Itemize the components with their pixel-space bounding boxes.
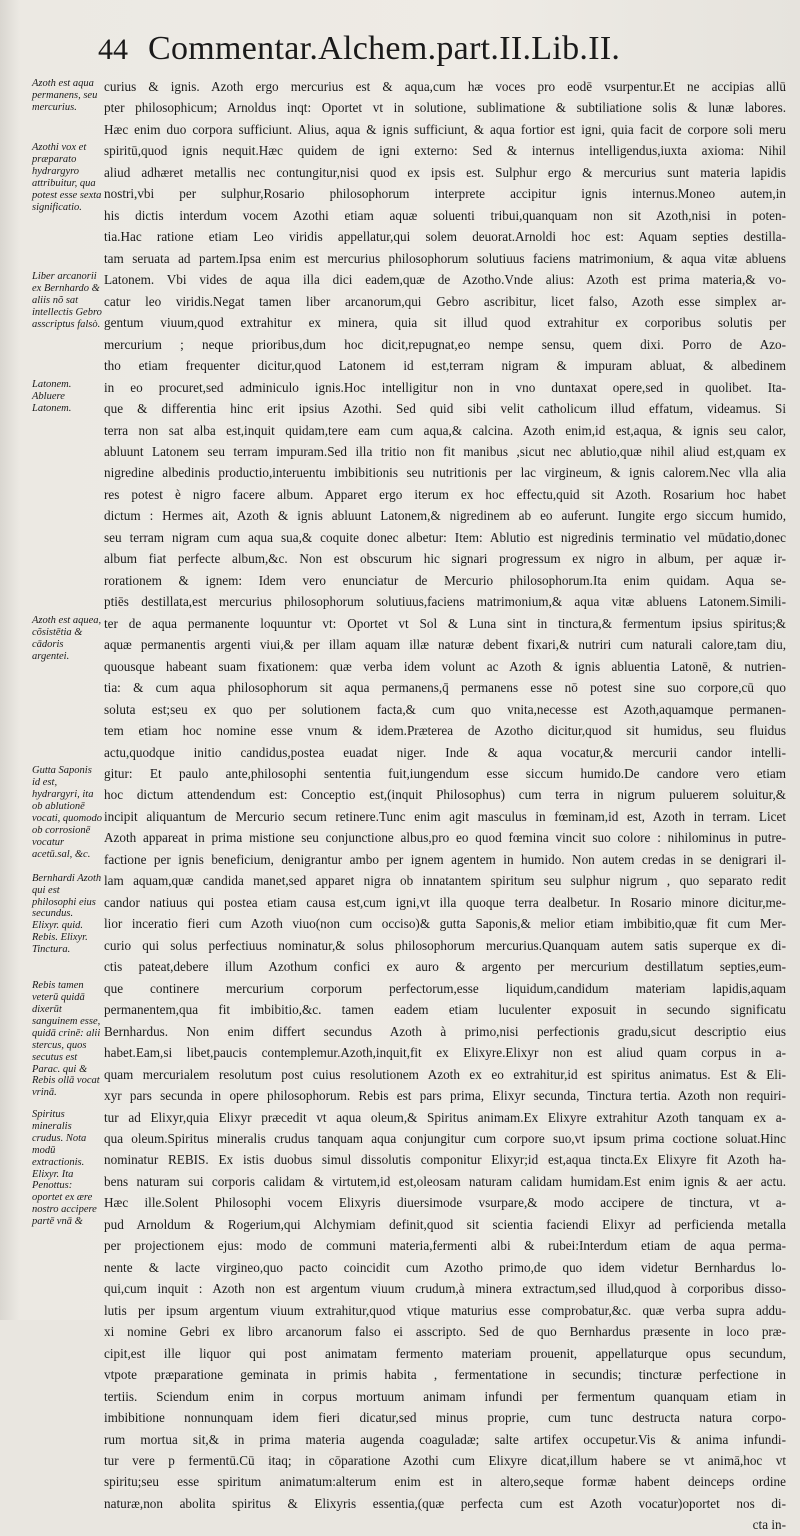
text-line: spiritū,quod ignis nequit.Hæc quidem de igni externo: Sed & internus intelligendus,iuxta axioma: Nihil [104,143,786,159]
text-line: pter philosophicum; Arnoldus inqt: Oportet vt in solutione, sublimatione & subtiliatione solis & lunæ labores. [104,100,786,116]
text-line: curio qui solus perfectiuus nominatur,& solus philosophorum mercurius.Quanquam autem satis superque ex di- [104,937,786,953]
margin-note: Latonem. Abluere Latonem. [32,378,72,414]
text-line: vtpote præparatione geminata in primis habita , fermentatione in secundis; tincturæ perfectione in [104,1367,786,1383]
text-line: aquæ permanentis argenti viui,& per illam aquam illæ naturæ debent fixari,& nutriri cum naturali calore,tam diu, [104,637,786,653]
margin-note: Azoth est aquea, cõsistētia & cādoris argentei. [32,615,102,662]
text-line: ptiēs destillata,est mercurius philosophorum solutiuus,faciens matrimonium,& aqua vitæ abluens Latonem.Simili- [104,594,786,610]
text-line: quam mercurialem resolutum post cuius resolutionem Azoth ex eo extrahitur,id est spiritus animatus. Est & Eli- [104,1066,786,1082]
margin-note: Spiritus mineralis crudus. Nota modū extractionis. Elixyr. Ita Penottus: oportet ex ære nostro accipere partē vnā & [32,1109,97,1228]
text-line: tia: & cum aqua philosophorum sit aqua permanens,q̄ permanens esse nō potest sine suo corpore,cū quo [104,680,786,696]
text-line: spiritu;seu esse spiritum animatum:alterum enim est in altero,seque formæ habent deinceps ordine [104,1474,786,1490]
text-line: xi nomine Gebri ex libro arcanorum falso ei asscripto. Sed de quo Bernhardus præsente in loco præ- [104,1324,786,1340]
text-line: tam seruata ad partem.Ipsa enim est mercurius philosophorum solutiuus faciens matrimonium, & aqua vitæ abluens [104,250,786,266]
text-line: incipit aliquantum de Mercurio secum retinere.Tunc enim agit masculus in fœminam,id est, Azoth in terram. Licet [104,808,786,824]
margin-note: Rebis tamen veterū quidā dixerūt sanguinem esse, quidā crinē: alii stercus, quos secutus est Parac. qui & Rebis ollā vocat vrinā. [32,980,101,1099]
main-text-column [104,76,786,1533]
running-title: Commentar.Alchem.part.II.Lib.II. [148,30,621,67]
text-line: tem etiam hoc nomine esse vnum & idem.Præterea de Azotho dicitur,quod sit humidus, seu fluidus [104,723,786,739]
text-line: permanentem,qua fit imbibitio,&c. tamen eadem etiam luculenter exposuit in secundo significatu [104,1002,786,1018]
text-line: terra non sat alba est,inquit quidam,tere eam cum aqua,& calcina. Azoth enim,id est,aqua, & ignis seu calor, [104,422,786,438]
catchword: cta in- [752,1517,786,1533]
text-line: qua oleum.Spiritus mineralis crudus tanquam aqua conjungitur cum corpore suo,vt ipsum prima coctione soluat.Hinc [104,1130,786,1146]
text-line: per projectionem ejus: modo de communi materia,fermenti albi & rubei:Interdum etiam de aqua perma- [104,1238,786,1254]
text-line: album fiat perfecte album,&c. Non est obscurum hic signari progressum ex nigro in album, per aquæ ir- [104,551,786,567]
text-line: rorationem & ignem: Idem vero enunciatur de Mercurio philosophorum.Ita enim quidam. Aqua se- [104,572,786,588]
text-line: ter de aqua permanente loquuntur vt: Oportet vt Sol & Luna sint in tinctura,& fermentum ipsius spiritus;& [104,615,786,631]
page-header [98,30,620,74]
text-line: his dictis interdum vocem Azothi etiam aquæ soluenti tribui,quanquam non sit Azoth,nisi in poten- [104,207,786,223]
text-line: abluunt Latonem seu terram impuram.Sed illa tritio non fit manibus ,sicut nec ablutio,quæ nihil aliud est,quam ex [104,443,786,459]
text-line: imbibitione nonnunquam idem fieri dicatur,sed minus proprie, cum tunc destructa natura corpo- [104,1410,786,1426]
text-line: tho etiam frequenter dicitur,quod Latonem id est,terram nigram & impuram abluat, & albedinem [104,358,786,374]
text-line: res potest è nigro facere album. Apparet ergo iterum ex hoc effectu,quid sit Azoth. Rosarium hoc habet [104,486,786,502]
text-line: seu terram nigram cum aqua sua,& coquite donec albetur: Item: Ablutio est nigredinis terminatio vel mūdatio,donec [104,529,786,545]
text-line: gitur: Et paulo ante,philosophi sententia fuit,iungendum esse siccum humido.De candore vero etiam [104,766,786,781]
text-line: tur vere p fermentū.Cū itaq; in cōparatione Azothi cum Elixyre dicat,illum habere se vt animā,hoc vt [104,1453,786,1468]
margin-note: Azothi vox et præparato hydrargyro attribuitur, qua potest esse sexta significatio. [32,142,102,213]
text-line: Latonem. Vbi vides de aqua illa dici eadem,quæ de Azotho.Vnde alius: Azoth est prima materia,& vo- [104,272,786,288]
text-line: candor natiuus qui postea etiam causa est,cum igni,vt illa quoque terra dealbetur. In Rosario minore dicitur,me- [104,894,786,910]
margin-note: Azoth est aqua permanens, seu mercurius. [32,78,98,113]
text-line: mercurium ; neque prioribus,dum hoc dicit,repugnat,eo nempe sensu, quem dixi. Porro de Azo- [104,336,786,352]
text-line: cipit,est ille liquor qui post animatam fermento materiam prouenit, appellaturque opus secundum, [104,1345,786,1361]
text-line: naturæ,non abolita spiritus & Elixyris essentia,(quæ perfecta cum est Azoth vocatur)oportet nos di- [104,1495,786,1511]
margin-note: Bernhardi Azoth qui est philosophi eius secundus. Elixyr. quid. Rebis. Elixyr. Tinctura. [32,872,102,956]
text-line: gentum viuum,quod extrahitur ex minera, quia sit illud quod extrahitur ex corporibus solutis per [104,315,786,331]
text-line: dictum : Hermes ait, Azoth & ignis abluunt Latonem,& nigredinem ab eo auferunt. Iungite ergo siccum humido, [104,508,786,524]
margin-note: Gutta Saponis id est, hydrargyri, ita ob ablutionē vocati, quomodo ob corrosionē vocatur acetū.sal, &c. [32,765,102,860]
text-line: nostri,vbi per sulphur,Rosario philosophorum interprete accipitur ignis internus.Moneo autem,in [104,186,786,202]
text-line: lior inceratio fieri cum Azoth viuo(non cum occiso)& gutta Saponis,& melior etiam imbibitio,quæ fit cum Mer- [104,916,786,932]
text-line: nente & lacte virgineo,quo pacto coincidit cum Azotho primo,de quo idem videtur Bernhardus lo- [104,1259,786,1275]
page-number: 44 [98,33,128,66]
text-line: tertiis. Sciendum enim in corpus mortuum animam infundi per fermentum quanquam etiam in [104,1388,786,1404]
text-line: actu,quodque initio candidus,postea euadat niger. Inde & aqua vocatur,& mercurii candor intelli- [104,744,786,760]
text-line: pud Arnoldum & Rogerium,qui Alchymiam definit,quod sit scientia faciendi Elixyr ad perficienda metalla [104,1216,786,1232]
text-line: aliud adhæret metallis nec contungitur,nisi quod ex ipsis est. Sulphur ergo & mercurius sunt materia lapidis [104,164,786,180]
text-line: nigredine albedinis productio,interuentu imbibitionis seu nutritionis per lac virgineum, & ignis calorem.Nec vlla alia [104,465,786,481]
margin-note: Liber arcanorii ex Bernhardo & aliis nõ sat intellectis Gebro asscriptus falsò. [32,271,102,330]
text-line: que & differentia hinc erit ipsius Azothi. Sed quid sibi velit catholicum illud effatum, videamus. Si [104,401,786,417]
text-line: quousque habeant suam fixationem: quæ verba idem volunt ac Azoth & ignis abluentia Latonē, & nutrien- [104,658,786,674]
text-line: Bernhardus. Non enim differt secundus Azoth à primo,nisi perfectionis gradu,sicut descriptio eius [104,1023,786,1039]
text-line: lutis per ipsum argentum viuum extrahitur,quod vtique maturius esse comprobatur,&c. quæ verba supra addu- [104,1302,786,1318]
text-line: tur ad Elixyr,quia Elixyr præcedit vt aqua oleum,& Spiritus animam.Ex Elixyre extrahitur Azoth tanquam ex a- [104,1109,786,1125]
text-line: curius & ignis. Azoth ergo mercurius est & aqua,cum hæ voces pro eodē vsurpentur.Et ne accipias allū [104,79,786,94]
text-line: bens naturam sui corporis calidam & virtutem,id est,oleosam naturam calidam humidam.Est enim ignis & aer actu. [104,1173,786,1189]
text-line: Hæc enim duo corpora sufficiunt. Alius, aqua & ignis sufficiunt, & aqua fortior est igni, quia facit de corpore soli meru [104,121,786,137]
text-line: in eo procuret,sed adminiculo ignis.Hoc intelligitur non in vno duntaxat opere,sed in quolibet. Ita- [104,379,786,395]
text-line: nominatur REBIS. Ex istis duobus simul dissolutis componitur Elixyr;id est,aqua tincta.Ex Elixyre fit Azoth ha- [104,1152,786,1168]
text-line: catur leo viridis.Negat tamen liber arcanorum,qui Gebro ascribitur, licet falso, Azoth esse simplex ar- [104,293,786,309]
text-line: soluta est;seu ex quo per solutionem facta,& cum quo vnita,necesse est Azoth,aquamque permanen- [104,701,786,717]
text-line: hoc dictum attendendum est: Conceptio est,(inquit Philosophus) cum terra in nigrum puluerem soluitur,& [104,787,786,803]
text-line: Azoth appareat in prima mistione seu conjunctione albus,pro eo quod fœmina vincit suo colore : nihilominus in putre- [104,830,786,846]
text-line: factione per ignis beneficium, denigrantur ambo per ignem agentem in humido. Non autem credas in se denigrari il- [104,851,786,867]
text-line: que continere mercurium corporum perfectorum,esse liquidum,candidum materiam lapidis,aquam [104,980,786,996]
marginal-notes [32,78,102,1308]
text-line: Hæc ille.Solent Philosophi vocem Elixyris diuersimode vsurpare,& modo accipere de tinctura, vt a- [104,1195,786,1211]
text-line: qui,cum inquit : Azoth non est argentum viuum crudum,à minera extractum,sed illud,quod à corporibus disso- [104,1281,786,1297]
text-line: xyr pars secunda in opere philosophorum. Rebis est pars prima, Elixyr secunda, Tinctura tertia. Azoth non requiri- [104,1088,786,1104]
text-line: habet.Eam,si libet,paucis contemplemur.Azoth,inquit,fit ex Elixyre.Elixyr non est aliud quam corpus in a- [104,1045,786,1061]
text-line: tia.Hac ratione etiam Leo viridis appellatur,qui solem deuorat.Arnoldi hoc est: Aquam septies destilla- [104,229,786,245]
text-line: lam aquam,quæ candida manet,sed apparet nigra ob innatantem spiritum seu sulphur nigrum , quo separato redit [104,873,786,889]
text-line: rum mortua sit,& in prima materia augenda coaguladæ; salte artifex occupetur.Vis & anima infundi- [104,1431,786,1447]
text-line: ctis pateat,debere illum Azothum confici ex auro & argento per mercurium destillatum septies,eum- [104,959,786,975]
